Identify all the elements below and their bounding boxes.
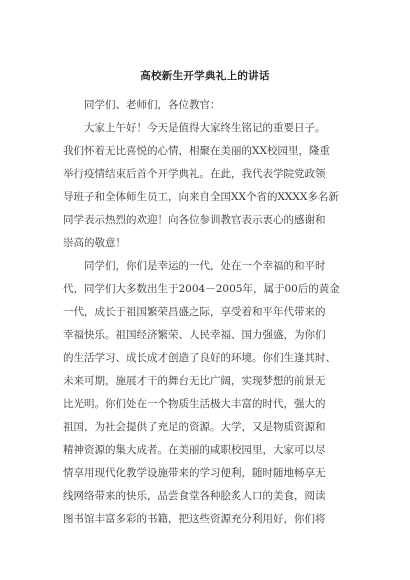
paragraph-line: 幸福快乐。祖国经济繁荣、人民幸福、国力强盛，为你们	[63, 329, 326, 341]
paragraph-line: 比光明。你们处在一个物质生活极大丰富的时代，强大的	[63, 398, 326, 410]
paragraph-line: 未来可期，施展才干的舞台无比广阔，实现梦想的前景无	[63, 375, 326, 387]
paragraph-line: 精神资源的集大成者。在美丽的咸职校园里，大家可以尽	[63, 444, 326, 456]
paragraph-line: 同学们，你们是幸运的一代，处在一个幸福的和平时	[84, 260, 326, 272]
document-body	[63, 94, 353, 531]
paragraph-line: 一代，成长于祖国繁荣昌盛之际，享受着和平年代带来的	[63, 306, 326, 318]
salutation-line: 同学们、老师们，各位教官：	[84, 99, 221, 111]
document-title: 高校新生开学典礼上的讲话	[140, 70, 270, 82]
paragraph-line: 崇高的敬意！	[63, 237, 126, 249]
paragraph-line: 举行疫情结束后首个开学典礼。在此，我代表学院党政领	[63, 168, 326, 180]
paragraph-line: 线网络带来的快乐，品尝食堂各种脍炙人口的美食，阅读	[63, 490, 326, 502]
paragraph-line: 情享用现代化教学设施带来的学习便利，随时随地畅享无	[63, 467, 326, 479]
paragraph-line: 图书馆丰富多彩的书籍，把这些资源充分利用好，你们将	[63, 513, 326, 525]
paragraph-line: 同学表示热烈的欢迎！向各位参训教官表示衷心的感谢和	[63, 214, 326, 226]
paragraph-line: 代，同学们大多数出生于2004－2005年，属于00后的黄金	[63, 283, 340, 295]
paragraph-line: 我们怀着无比喜悦的心情，相聚在美丽的XX校园里，隆重	[63, 145, 330, 157]
paragraph-line: 祖国，为社会提供了充足的资源。大学，又是物质资源和	[63, 421, 326, 433]
paragraph-line: 导班子和全体师生员工，向来自全国XX个省的XXXX多名新	[63, 191, 339, 203]
paragraph-line: 大家上午好！今天是值得大家终生铭记的重要日子。	[84, 122, 326, 134]
paragraph-line: 的生活学习、成长成才创造了良好的环境。你们生逢其时、	[63, 352, 336, 364]
